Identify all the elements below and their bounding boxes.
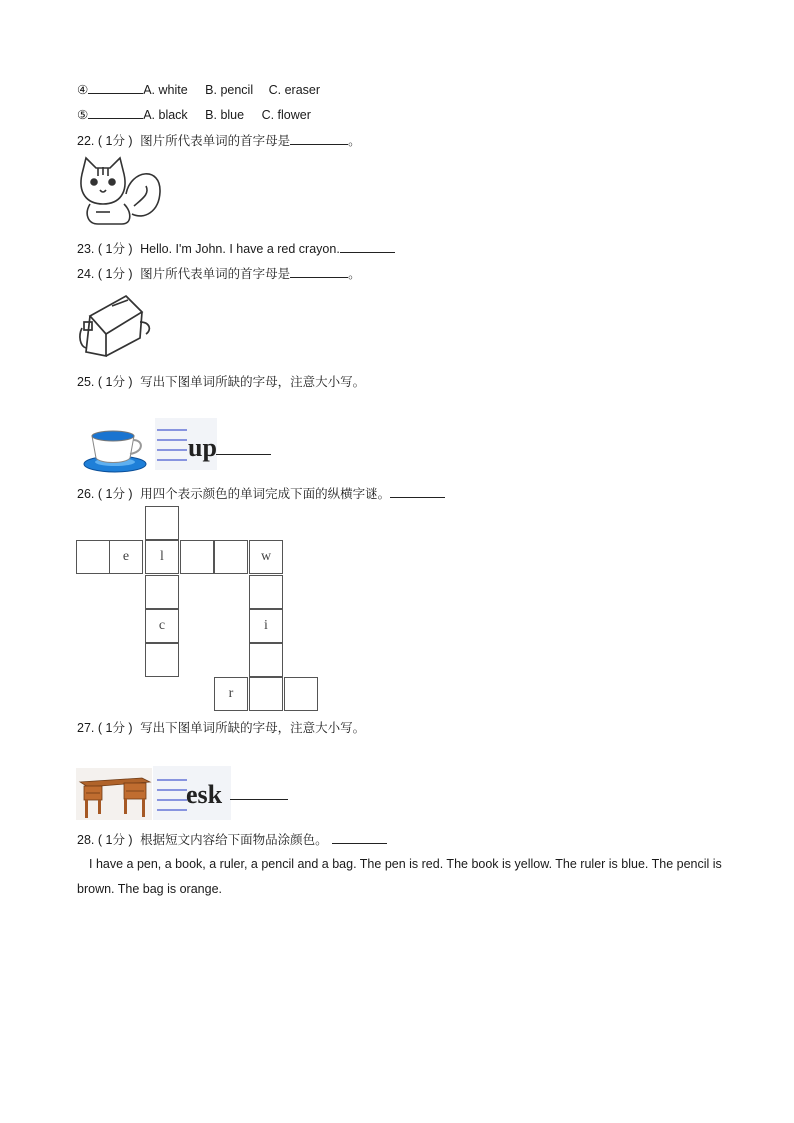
option-a: A. black [143,108,188,122]
score: ( 1分 ) [97,375,133,389]
answer-blank[interactable] [290,265,348,278]
score: ( 1分 ) [97,833,133,847]
question-text: 根据短文内容给下面物品涂颜色。 [140,833,328,847]
crossword-cell[interactable] [214,540,248,574]
question-text: 图片所代表单词的首字母是 [140,267,291,281]
question-number: 27. [77,721,95,735]
item-number: ⑤ [77,108,89,122]
option-b: B. pencil [205,83,254,97]
question-number: 24. [77,267,95,281]
question-24 [77,264,361,282]
score: ( 1分 ) [97,242,133,256]
answer-blank[interactable] [290,132,348,145]
answer-blank[interactable] [390,485,445,498]
squirrel-icon [76,154,162,230]
answer-blank[interactable] [332,831,387,844]
score: ( 1分 ) [97,267,133,281]
crossword-cell[interactable]: e [109,540,143,574]
question-number: 22. [77,134,95,148]
crossword-cell[interactable] [145,643,179,677]
crossword-cell[interactable] [284,677,318,711]
answer-blank[interactable] [216,454,271,455]
q21-item-4 [77,81,320,97]
question-number: 25. [77,375,95,389]
crossword-cell[interactable]: w [249,540,283,574]
punctuation: 。 [348,134,361,148]
question-27 [77,718,365,736]
question-number: 28. [77,833,95,847]
q21-item-5 [77,106,311,122]
question-number: 26. [77,487,95,501]
question-28 [77,830,387,848]
question-text: 写出下图单词所缺的字母，注意大小写。 [140,375,366,389]
score: ( 1分 ) [97,487,133,501]
score: ( 1分 ) [97,134,133,148]
option-c: C. flower [261,108,311,122]
answer-blank[interactable] [88,81,143,94]
cup-icon [82,428,148,474]
partial-word: up [188,433,217,462]
crossword-cell[interactable] [76,540,110,574]
answer-blank[interactable] [230,799,288,800]
option-a: A. white [143,83,188,97]
answer-blank[interactable] [340,240,395,253]
bag-icon [76,292,154,358]
crossword-cell[interactable] [249,677,283,711]
question-text: Hello. I'm John. I have a red crayon. [140,242,340,256]
crossword-cell[interactable] [249,575,283,609]
desk-icon [76,768,152,820]
answer-blank[interactable] [88,106,143,119]
crossword-cell[interactable]: c [145,609,179,643]
question-22 [77,131,361,149]
question-26 [77,484,445,502]
crossword-cell[interactable] [145,575,179,609]
crossword-cell[interactable] [145,506,179,540]
question-23 [77,239,395,257]
punctuation: 。 [348,267,361,281]
reading-passage: I have a pen, a book, a ruler, a pencil and a bag. The pen is red. The book is yellow. The ruler is blue. The pencil is brown. The bag is orange. [77,857,722,896]
score: ( 1分 ) [97,721,133,735]
crossword-cell[interactable]: r [214,677,248,711]
partial-word: esk [186,780,223,809]
crossword-cell[interactable]: l [145,540,179,574]
crossword-cell[interactable]: i [249,609,283,643]
question-text: 用四个表示颜色的单词完成下面的纵横字谜。 [140,487,391,501]
question-text: 写出下图单词所缺的字母，注意大小写。 [140,721,366,735]
option-b: B. blue [205,108,245,122]
question-text: 图片所代表单词的首字母是 [140,134,291,148]
question-25 [77,372,365,390]
question-number: 23. [77,242,95,256]
item-number: ④ [77,83,89,97]
crossword-cell[interactable] [249,643,283,677]
crossword-cell[interactable] [180,540,214,574]
option-c: C. eraser [268,83,321,97]
